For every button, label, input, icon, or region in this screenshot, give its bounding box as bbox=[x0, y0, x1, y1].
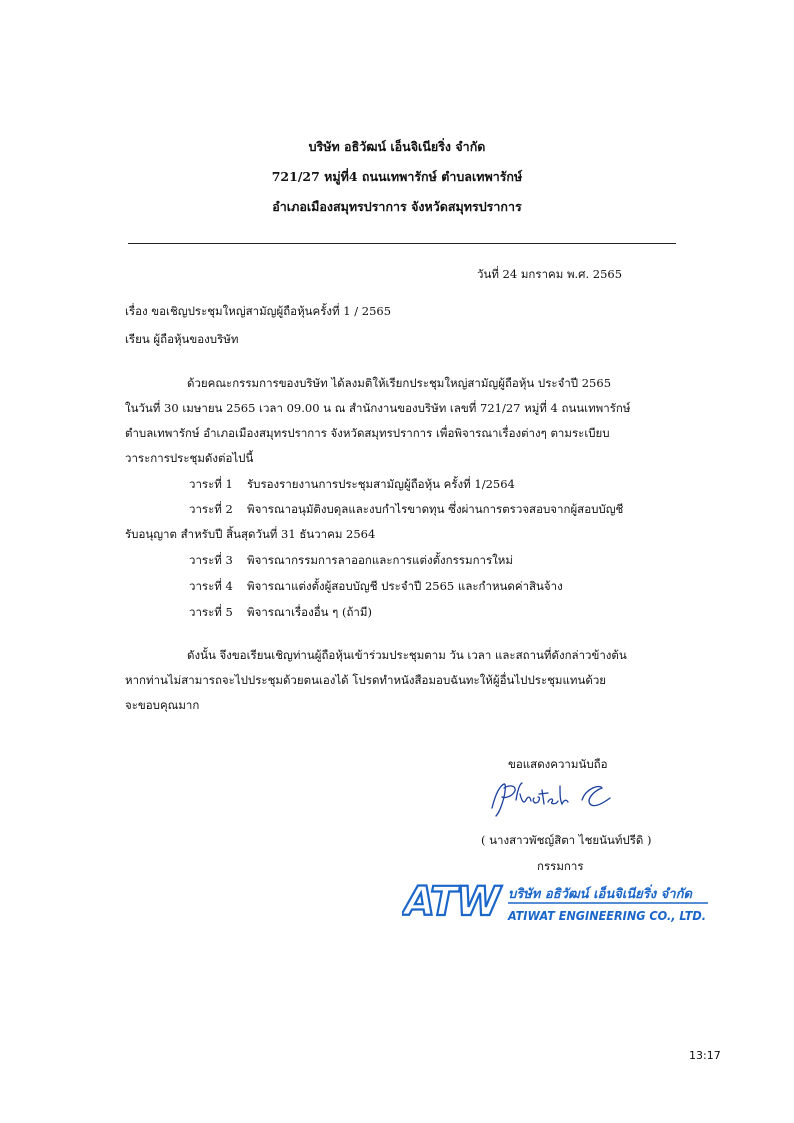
agenda-text-3: พิจารณากรรมการลาออกและการแต่งตั้งกรรมการใหม่ bbox=[247, 553, 513, 567]
agenda-label-2: วาระที่ 2 bbox=[189, 502, 233, 516]
agenda-label-5: วาระที่ 5 bbox=[189, 605, 233, 619]
agenda-text-2-continued: รับอนุญาต สำหรับปี สิ้นสุดวันที่ 31 ธันวาคม 2564 bbox=[125, 527, 376, 541]
company-address-line1: 721/27 หมู่ที่4 ถนนเทพารักษ์ ตำบลเทพารักษ์ bbox=[271, 169, 523, 184]
regards: ขอแสดงความนับถือ bbox=[508, 757, 608, 771]
letter-subject: เรื่อง ขอเชิญประชุมใหญ่สามัญผู้ถือหุ้นครั้งที่ 1 / 2565 bbox=[125, 304, 392, 318]
closing-line-3: จะขอบคุณมาก bbox=[125, 698, 200, 712]
signature-image bbox=[486, 778, 616, 824]
stamp-mark: ATW bbox=[404, 879, 500, 925]
company-name: บริษัท อธิวัฒน์ เอ็นจิเนียริ่ง จำกัด bbox=[308, 139, 486, 154]
footer-time: 13:17 bbox=[689, 1049, 721, 1062]
body-line-4: วาระการประชุมดังต่อไปนี้ bbox=[125, 451, 254, 465]
letter-recipient: เรียน ผู้ถือหุ้นของบริษัท bbox=[125, 332, 239, 346]
agenda-label-4: วาระที่ 4 bbox=[189, 579, 233, 593]
agenda-text-4: พิจารณาแต่งตั้งผู้สอบบัญชี ประจำปี 2565 และกำหนดค่าสินจ้าง bbox=[247, 579, 563, 593]
body-line-2: ในวันที่ 30 เมษายน 2565 เวลา 09.00 น ณ สำนักงานของบริษัท เลขที่ 721/27 หมู่ที่ 4 ถนนเทพารักษ์ bbox=[125, 401, 631, 415]
signatory-title: กรรมการ bbox=[537, 859, 584, 873]
company-stamp bbox=[402, 877, 712, 927]
stamp-english-name: ATIWAT ENGINEERING CO., LTD. bbox=[507, 908, 706, 923]
agenda-text-1: รับรองรายงานการประชุมสามัญผู้ถือหุ้น ครั้งที่ 1/2564 bbox=[247, 477, 515, 491]
agenda-text-5: พิจารณาเรื่องอื่น ๆ (ถ้ามี) bbox=[247, 605, 372, 619]
agenda-label-3: วาระที่ 3 bbox=[189, 553, 233, 567]
signatory-name: ( นางสาวพัชญ์สิตา ไชยนันท์ปรีดิ ) bbox=[481, 833, 652, 847]
closing-line-1: ดังนั้น จึงขอเรียนเชิญท่านผู้ถือหุ้นเข้าร่วมประชุมตาม วัน เวลา และสถานที่ดังกล่าวข้างต้น bbox=[187, 648, 627, 662]
body-line-3: ตำบลเทพารักษ์ อำเภอเมืองสมุทรปราการ จังหวัดสมุทรปราการ เพื่อพิจารณาเรื่องต่างๆ ตามระเบียบ bbox=[125, 426, 610, 440]
agenda-label-1: วาระที่ 1 bbox=[189, 477, 233, 491]
stamp-thai-name: บริษัท อธิวัฒน์ เอ็นจิเนียริ่ง จำกัด bbox=[508, 887, 692, 902]
header-divider bbox=[128, 243, 676, 244]
agenda-text-2: พิจารณาอนุมัติงบดุลและงบกำไรขาดทุน ซึ่งผ่านการตรวจสอบจากผู้สอบบัญชี bbox=[247, 502, 624, 516]
body-line-1: ด้วยคณะกรรมการของบริษัท ได้ลงมติให้เรียกประชุมใหญ่สามัญผู้ถือหุ้น ประจำปี 2565 bbox=[187, 376, 612, 390]
letter-date: วันที่ 24 มกราคม พ.ศ. 2565 bbox=[477, 267, 623, 281]
closing-line-2: หากท่านไม่สามารถจะไปประชุมด้วยตนเองได้ โปรดทำหนังสือมอบฉันทะให้ผู้อื่นไปประชุมแทนด้วย bbox=[125, 673, 607, 687]
company-address-line2: อำเภอเมืองสมุทรปราการ จังหวัดสมุทรปราการ bbox=[272, 199, 522, 214]
